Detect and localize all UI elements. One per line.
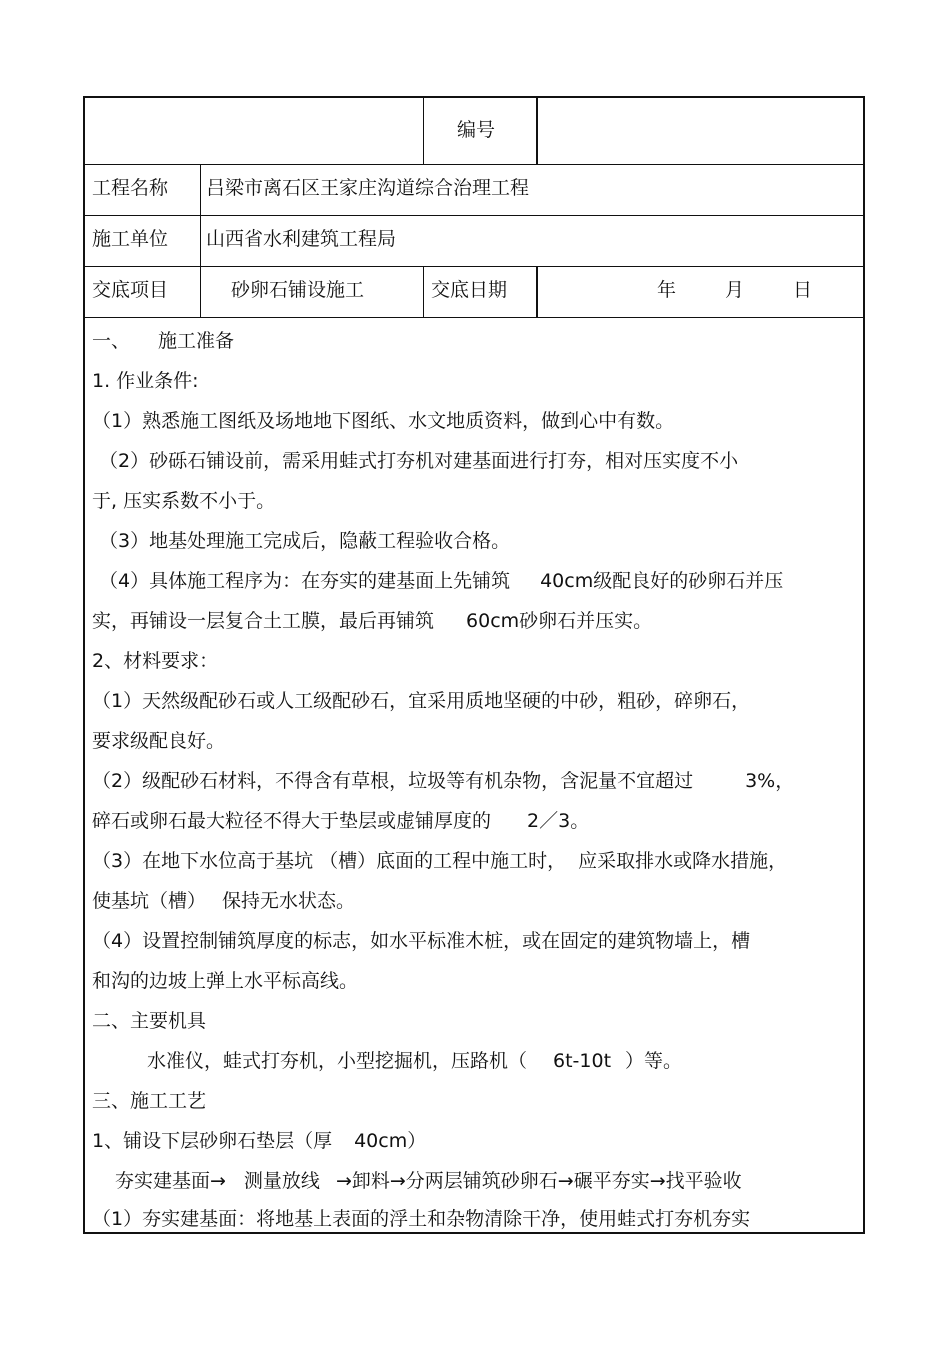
text-run: ）等。 xyxy=(625,1050,683,1072)
row-divider xyxy=(85,266,863,267)
paragraph-line xyxy=(92,609,652,633)
subsection-heading: 1. 作业条件: xyxy=(92,370,199,392)
text-run: （3）在地下水位高于基坑 xyxy=(92,850,314,872)
row-divider xyxy=(85,317,863,318)
text-run: 测量放线 xyxy=(243,1170,320,1192)
paragraph-line xyxy=(99,569,783,593)
text-run: 60cm砂卵石并压实。 xyxy=(466,610,653,632)
row-divider xyxy=(85,215,863,216)
project-name-value: 吕梁市离石区王家庄沟道综合治理工程 xyxy=(206,177,530,199)
paragraph-line xyxy=(92,809,589,833)
paragraph-line: （1）熟悉施工图纸及场地地下图纸、水文地质资料，做到心中有数。 xyxy=(92,410,675,432)
section-heading: 三、施工工艺 xyxy=(92,1090,207,1112)
text-run: （槽）底面的工程中施工时， xyxy=(319,850,567,872)
date-month-label: 月 xyxy=(725,279,745,301)
column-divider xyxy=(536,266,538,317)
item-label: 交底项目 xyxy=(92,279,169,301)
text-run: 保持无水状态。 xyxy=(222,890,356,912)
contractor-value: 山西省水利建筑工程局 xyxy=(206,228,397,250)
text-run: 应采取排水或降水措施， xyxy=(578,850,788,872)
paragraph-line: 于, 压实系数不小于。 xyxy=(92,490,276,512)
text-run: 40cm） xyxy=(354,1130,427,1152)
paragraph-line: 要求级配良好。 xyxy=(92,730,226,752)
process-flow-line xyxy=(115,1169,742,1193)
paragraph-line xyxy=(92,849,787,873)
text-run: 使基坑（槽） xyxy=(92,890,207,912)
date-year-label: 年 xyxy=(657,279,677,301)
text-run: 水准仪，蛙式打夯机，小型挖掘机，压路机（ xyxy=(147,1050,528,1072)
paragraph-line xyxy=(92,889,355,913)
text-run: 实，再铺设一层复合土工膜，最后再铺筑 xyxy=(92,610,435,632)
paragraph-line: （2）砂砾石铺设前，需采用蛙式打夯机对建基面进行打夯，相对压实度不小 xyxy=(99,450,739,472)
number-label: 编号 xyxy=(457,119,496,141)
text-run: （2）级配砂石材料，不得含有草根，垃圾等有机杂物，含泥量不宜超过 xyxy=(92,770,694,792)
text-run: 6t-10t xyxy=(553,1050,612,1072)
text-run: 夯实建基面→ xyxy=(115,1170,226,1192)
text-run: 碎石或卵石最大粒径不得大于垫层或虚铺厚度的 xyxy=(92,810,492,832)
column-divider xyxy=(200,164,201,317)
section-heading xyxy=(92,329,234,353)
paragraph-line: （1）天然级配砂石或人工级配砂石，宜采用质地坚硬的中砂，粗砂，碎卵石， xyxy=(92,690,751,712)
item-value: 砂卵石铺设施工 xyxy=(231,279,365,301)
contractor-label: 施工单位 xyxy=(92,228,169,250)
section-title: 施工准备 xyxy=(158,330,235,352)
paragraph-line xyxy=(147,1049,682,1073)
subsection-heading xyxy=(92,1129,426,1153)
section-heading: 二、主要机具 xyxy=(92,1010,207,1032)
text-run: （4）具体施工程序为：在夯实的建基面上先铺筑 xyxy=(99,570,511,592)
date-label: 交底日期 xyxy=(431,279,508,301)
column-divider xyxy=(423,98,424,164)
project-name-label: 工程名称 xyxy=(92,177,169,199)
technical-disclosure-form xyxy=(83,96,865,1234)
text-run: 40cm级配良好的砂卵石并压 xyxy=(540,570,784,592)
paragraph-line: （4）设置控制铺筑厚度的标志，如水平标准木桩，或在固定的建筑物墙上，槽 xyxy=(92,930,751,952)
row-divider xyxy=(85,164,863,165)
paragraph-line xyxy=(92,769,794,793)
paragraph-line: 和沟的边坡上弹上水平标高线。 xyxy=(92,970,359,992)
paragraph-line: （1）夯实建基面：将地基上表面的浮土和杂物清除干净，使用蛙式打夯机夯实 xyxy=(92,1208,751,1230)
subsection-heading: 2、材料要求： xyxy=(92,650,219,672)
text-run: 2／3。 xyxy=(527,810,590,832)
column-divider xyxy=(423,266,424,317)
paragraph-line: （3）地基处理施工完成后，隐蔽工程验收合格。 xyxy=(99,530,511,552)
date-day-label: 日 xyxy=(793,279,813,301)
column-divider xyxy=(536,98,538,164)
text-run: →卸料→分两层铺筑砂卵石→碾平夯实→找平验收 xyxy=(335,1170,742,1192)
text-run: 3%， xyxy=(745,770,795,792)
text-run: 1、铺设下层砂卵石垫层（厚 xyxy=(92,1130,333,1152)
section-number: 一、 xyxy=(92,330,131,352)
